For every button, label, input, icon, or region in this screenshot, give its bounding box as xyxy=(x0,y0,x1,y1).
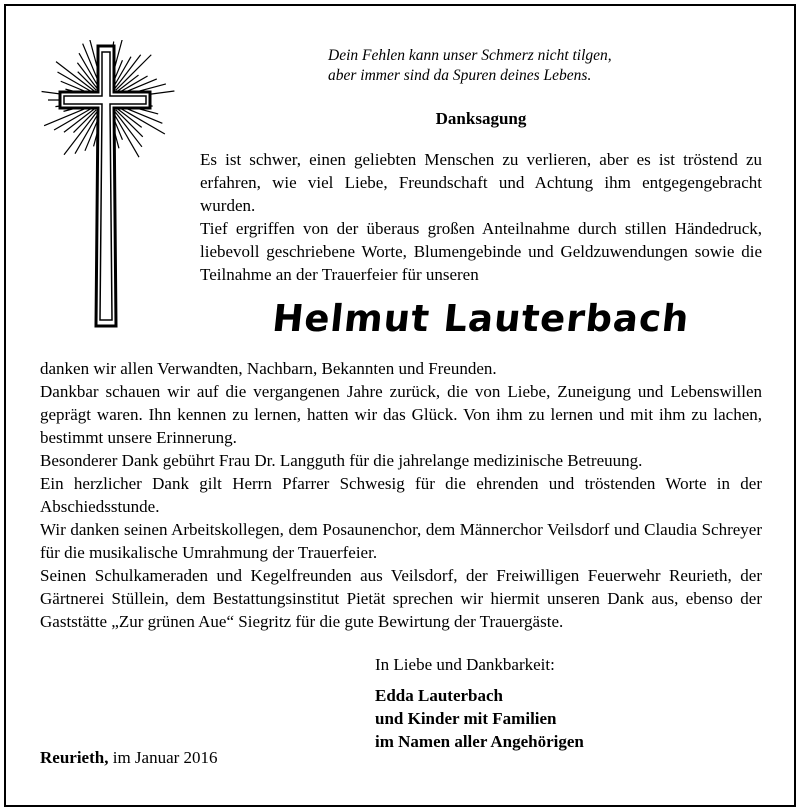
place-date xyxy=(40,748,218,768)
body-paragraph-5: Wir danken seinen Arbeitskollegen, dem Posaunenchor, dem Männerchor Veilsdorf und Claudia Schreyer für die musikalische Umrahmung der Trauerfeier. xyxy=(40,520,762,562)
deceased-name: Helmut Lauterbach xyxy=(270,297,692,340)
motto-line-2: aber immer sind da Spuren deines Lebens. xyxy=(328,67,592,84)
body-paragraph-2: Dankbar schauen wir auf die vergangenen Jahre zurück, die von Liebe, Zuneigung und Lebenswillen geprägt waren. Ihn kennen zu lernen, hatten wir das Glück. Von ihm zu lernen und mit ihm zu lachen, bestimmt unsere Erinnerung. xyxy=(40,382,762,447)
signer-1: Edda Lauterbach xyxy=(375,686,503,705)
body-paragraph-6: Seinen Schulkameraden und Kegelfreunden aus Veilsdorf, der Freiwilligen Feuerwehr Reurieth, der Gärtnerei Stüllein, dem Bestattungsinstitut Pietät sprechen wir hiermit unseren Dank aus, ebenso der Gaststätte „Zur grünen Aue“ Siegritz für die gute Bewirtung der Trauergäste. xyxy=(40,566,762,631)
intro-text xyxy=(200,148,762,286)
body-paragraph-1: danken wir allen Verwandten, Nachbarn, Bekannten und Freunden. xyxy=(40,359,497,378)
motto-line-1: Dein Fehlen kann unser Schmerz nicht tilgen, xyxy=(328,47,612,64)
cross-icon xyxy=(30,40,180,340)
intro-paragraph-1: Es ist schwer, einen geliebten Menschen zu verlieren, aber es ist tröstend zu erfahren, wie viel Liebe, Freundschaft und Achtung ihm entgegengebracht wurden. xyxy=(200,150,762,215)
body-paragraph-4: Ein herzlicher Dank gilt Herrn Pfarrer Schwesig für die ehrenden und tröstenden Worte in der Abschiedsstunde. xyxy=(40,474,762,516)
signers xyxy=(375,684,584,753)
intro-paragraph-2: Tief ergriffen von der überaus großen Anteilnahme durch stillen Händedruck, liebevoll geschriebene Worte, Blumengebinde und Geldzuwendungen sowie die Teilnahme an der Trauerfeier für unseren xyxy=(200,219,762,284)
signer-2: und Kinder mit Familien xyxy=(375,709,557,728)
closing-line: In Liebe und Dankbarkeit: xyxy=(375,655,555,674)
signer-3: im Namen aller Angehörigen xyxy=(375,732,584,751)
body-text xyxy=(40,357,762,633)
place-date-text: im Januar 2016 xyxy=(112,748,218,767)
place-town: Reurieth, xyxy=(40,748,109,767)
motto xyxy=(328,46,612,86)
body-paragraph-3: Besonderer Dank gebührt Frau Dr. Langguth für die jahrelange medizinische Betreuung. xyxy=(40,451,643,470)
heading: Danksagung xyxy=(435,109,527,128)
